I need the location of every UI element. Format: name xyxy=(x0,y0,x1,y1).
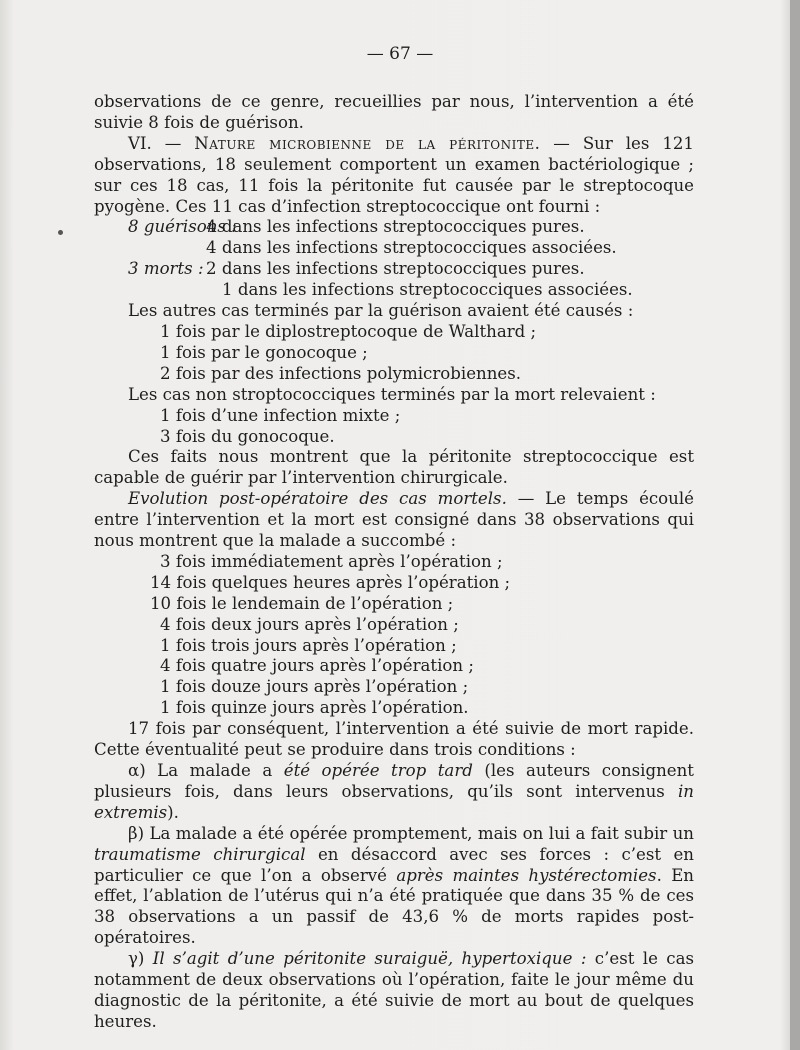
results-line-2: 4 dans les infections streptococciques associées. xyxy=(206,238,617,258)
list-item: 1 fois par le diplostreptocoque de Walthard ; xyxy=(160,321,537,341)
timing-item: 1 fois douze jours après l’opération ; xyxy=(160,677,469,697)
evolution-heading: Evolution post-opératoire des cas mortels. xyxy=(128,489,507,509)
page-edge-shadow xyxy=(790,0,800,1050)
timing-item: 3 fois immédiatement après l’opération ; xyxy=(160,551,503,571)
list-item: 3 fois du gonocoque. xyxy=(160,426,335,446)
section-6-paragraph: VI. — Nature microbienne de la péritonite. — Sur les 121 observations, 18 seulement comportent un examen bactériologique ; sur ces 18 cas, 11 fois la péritonite fut causée par le streptocoque pyogène. Ces 11 cas d’infection streptococcique ont fourni : xyxy=(94,133,694,216)
list-item: 2 fois par des infections polymicrobiennes. xyxy=(160,363,521,383)
section-6-heading: Nature microbienne de la péritonite. xyxy=(194,133,541,153)
results-line-4: 1 dans les infections streptococciques associées. xyxy=(222,280,633,300)
results-line-3: 3 morts : 2 dans les infections streptococciques pures. xyxy=(128,259,585,279)
timing-item: 1 fois trois jours après l’opération ; xyxy=(160,635,457,655)
list-item: 1 fois par le gonocoque ; xyxy=(160,342,368,362)
timing-item: 4 fois deux jours après l’opération ; xyxy=(160,614,459,634)
timing-item: 4 fois quatre jours après l’opération ; xyxy=(160,656,474,676)
nonstrep-intro: Les cas non stroptococciques terminés par la mort relevaient : xyxy=(128,384,656,404)
results-line-1: 8 guérisons :4 dans les infections streptococciques pures. xyxy=(128,217,585,237)
autres-intro: Les autres cas terminés par la guérison avaient été causés : xyxy=(128,301,634,321)
conclusion-paragraph: Ces faits nous montrent que la péritonite streptococcique est capable de guérir par l’intervention chirurgicale. xyxy=(94,447,694,488)
timing-item: 1 fois quinze jours après l’opération. xyxy=(160,698,469,718)
condition-beta: β) La malade a été opérée promptement, mais on lui a fait subir un traumatisme chirurgical en désaccord avec ses forces : c’est en particulier ce que l’on a observé après maintes hystérectomies. En effet, l’ablation de l’utérus qui n’a été pratiquée que dans 35 % de ces 38 observations a un passif de 43,6 % de morts rapides post-opératoires. xyxy=(94,823,694,948)
timing-item: 14 fois quelques heures après l’opération ; xyxy=(150,572,511,592)
condition-gamma: γ) Il s’agit d’une péritonite suraiguë, hypertoxique : c’est le cas notamment de deux observations où l’opération, faite le jour même du diagnostic de la péritonite, a été suivie de mort au bout de quelques heures. xyxy=(94,949,694,1031)
timing-item: 10 fois le lendemain de l’opération ; xyxy=(150,593,454,613)
rapid-death-paragraph: 17 fois par conséquent, l’intervention a été suivie de mort rapide. Cette éventualité peut se produire dans trois conditions : xyxy=(94,719,694,760)
intro-paragraph: observations de ce genre, recueillies par nous, l’intervention a été suivie 8 fois de guérison. xyxy=(94,92,694,132)
ink-speck xyxy=(58,230,63,235)
body-text xyxy=(94,92,694,1033)
list-item: 1 fois d’une infection mixte ; xyxy=(160,405,401,425)
page-number: — 67 — xyxy=(366,44,434,64)
condition-alpha: α) La malade a été opérée trop tard (les auteurs consignent plusieurs fois, dans leurs observations, qu’ils sont intervenus in extremis). xyxy=(94,761,694,822)
evolution-paragraph: Evolution post-opératoire des cas mortels. — Le temps écoulé entre l’intervention et la mort est consigné dans 38 observations qui nous montrent que la malade a succombé : xyxy=(94,489,694,551)
